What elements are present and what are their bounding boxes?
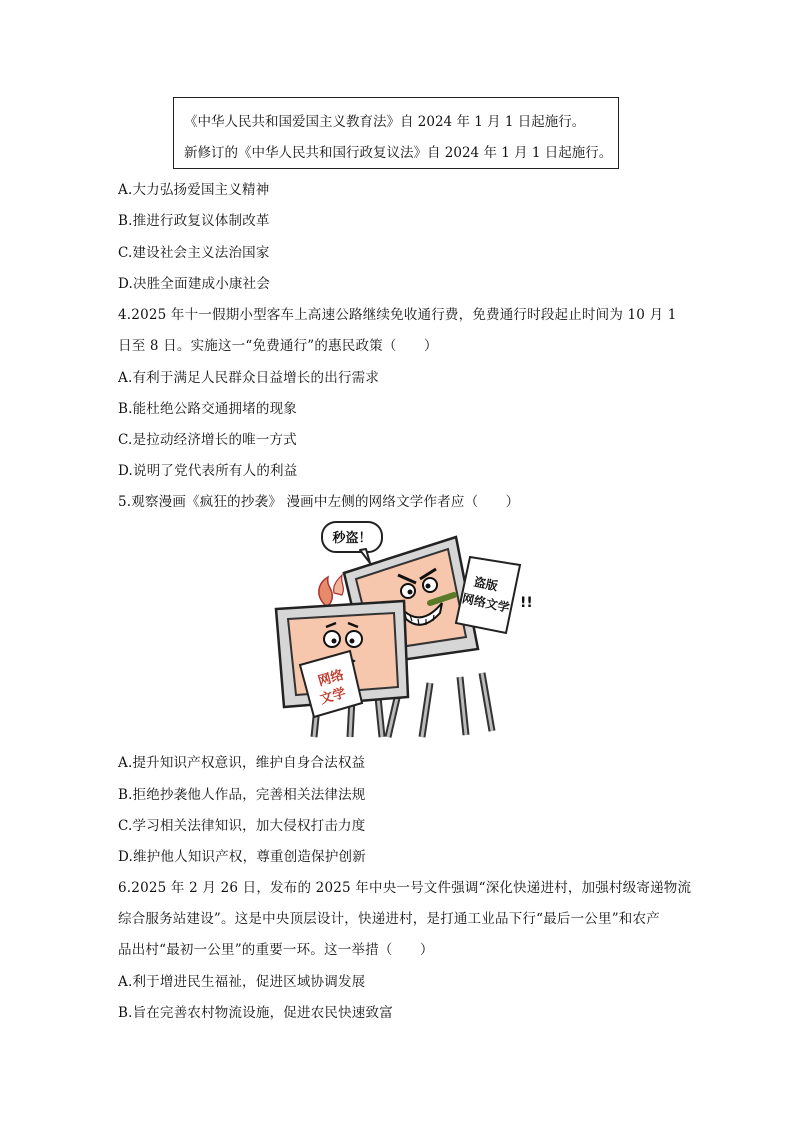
q5-option-b: B.拒绝抄袭他人作品，完善相关法律法规 [118, 787, 366, 803]
q5-option-c: C.学习相关法律知识，加大侵权打击力度 [118, 818, 366, 834]
q4-stem-line-1: 4.2025 年十一假期小型客车上高速公路继续免收通行费，免费通行时段起止时间为 10 月 1 [118, 307, 677, 323]
svg-text:!!: !! [520, 595, 533, 611]
q6-option-a: A.利于增进民生福祉，促进区域协调发展 [118, 974, 366, 990]
q4-stem-line-2: 日至 8 日。实施这一“免费通行”的惠民政策（ ） [118, 338, 438, 354]
q5-stem: 5.观察漫画《疯狂的抄袭》 漫画中左侧的网络文学作者应（ ） [118, 494, 520, 510]
svg-text:网络: 网络 [316, 667, 346, 690]
q5-option-d: D.维护他人知识产权，尊重创造保护创新 [118, 849, 366, 865]
speech-text: 秒盗！ [332, 531, 372, 546]
q4-option-c: C.是拉动经济增长的唯一方式 [118, 432, 297, 448]
q4-option-d: D.说明了党代表所有人的利益 [118, 463, 298, 479]
q6-option-b: B.旨在完善农村物流设施，促进农民快速致富 [118, 1005, 393, 1021]
q3-option-b: B.推进行政复议体制改革 [118, 213, 270, 229]
q3-option-c: C.建设社会主义法治国家 [118, 245, 270, 261]
law-info-box [173, 97, 619, 169]
box-line-2: 新修订的《中华人民共和国行政复议法》自 2024 年 1 月 1 日起施行。 [184, 145, 613, 161]
pirated-paper [456, 557, 533, 633]
q4-option-b: B.能杜绝公路交通拥堵的现象 [118, 401, 298, 417]
flame-icon [319, 575, 344, 606]
q4-option-a: A.有利于满足人民群众日益增长的出行需求 [118, 370, 380, 386]
q3-option-a: A.大力弘扬爱国主义精神 [118, 182, 270, 198]
q5-option-a: A.提升知识产权意识，维护自身合法权益 [118, 755, 366, 771]
q3-option-d: D.决胜全面建成小康社会 [118, 276, 271, 292]
q6-stem-line-3: 品出村“最初一公里”的重要一环。这一举措（ ） [118, 942, 434, 958]
svg-text:网络文学: 网络文学 [460, 591, 511, 615]
q6-stem-line-1: 6.2025 年 2 月 26 日，发布的 2025 年中央一号文件强调“深化快递进村，加强村级寄递物流 [118, 880, 692, 896]
speech-bubble [322, 522, 382, 563]
svg-text:文学: 文学 [318, 685, 348, 708]
box-line-1: 《中华人民共和国爱国主义教育法》自 2024 年 1 月 1 日起施行。 [184, 114, 586, 130]
plagiarism-cartoon [270, 515, 533, 740]
svg-text:盗版: 盗版 [472, 574, 500, 594]
q6-stem-line-2: 综合服务站建设”。这是中央顶层设计，快递进村，是打通工业品下行“最后一公里”和农产 [118, 911, 660, 927]
